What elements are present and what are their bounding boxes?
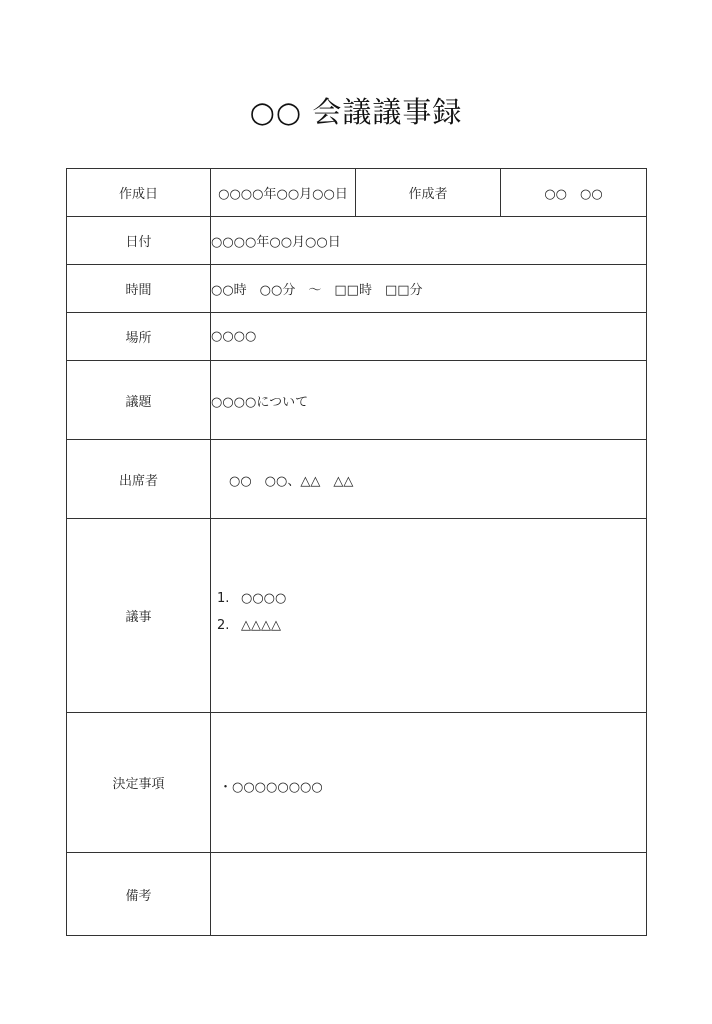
created-date-label: 作成日 xyxy=(67,169,211,217)
proceedings-row xyxy=(67,519,647,713)
author-value: ○○ ○○ xyxy=(501,169,647,217)
topic-row xyxy=(67,361,647,440)
decisions-label: 決定事項 xyxy=(67,713,211,853)
topic-label: 議題 xyxy=(67,361,211,440)
item-text: ○○○○ xyxy=(241,590,287,606)
decisions-value: ・○○○○○○○○ xyxy=(219,780,323,795)
time-label: 時間 xyxy=(67,265,211,313)
date-row xyxy=(67,217,647,265)
time-value: ○○時 ○○分 ～ □□時 □□分 xyxy=(211,265,647,313)
attendees-label: 出席者 xyxy=(67,440,211,519)
place-label: 場所 xyxy=(67,313,211,361)
notes-label: 備考 xyxy=(67,853,211,936)
decisions-cell xyxy=(211,713,647,853)
time-row xyxy=(67,265,647,313)
decisions-row xyxy=(67,713,647,853)
date-value: ○○○○年○○月○○日 xyxy=(211,217,647,265)
proceedings-label: 議事 xyxy=(67,519,211,713)
minutes-table xyxy=(66,168,647,936)
notes-value xyxy=(211,853,647,936)
notes-row xyxy=(67,853,647,936)
place-value: ○○○○ xyxy=(211,313,647,361)
topic-value: ○○○○について xyxy=(211,361,647,440)
attendees-value: ○○ ○○、△△ △△ xyxy=(211,440,647,519)
author-label: 作成者 xyxy=(356,169,501,217)
document-title: ○○ 会議議事録 xyxy=(249,95,463,129)
place-row xyxy=(67,313,647,361)
proceedings-cell xyxy=(211,519,647,713)
created-date-value: ○○○○年○○月○○日 xyxy=(211,169,356,217)
item-text: △△△△ xyxy=(241,617,281,633)
proceedings-item xyxy=(217,619,646,646)
attendees-row xyxy=(67,440,647,519)
proceedings-item xyxy=(217,592,646,619)
item-number: 1. xyxy=(217,590,230,606)
date-label: 日付 xyxy=(67,217,211,265)
created-row xyxy=(67,169,647,217)
item-number: 2. xyxy=(217,617,230,633)
